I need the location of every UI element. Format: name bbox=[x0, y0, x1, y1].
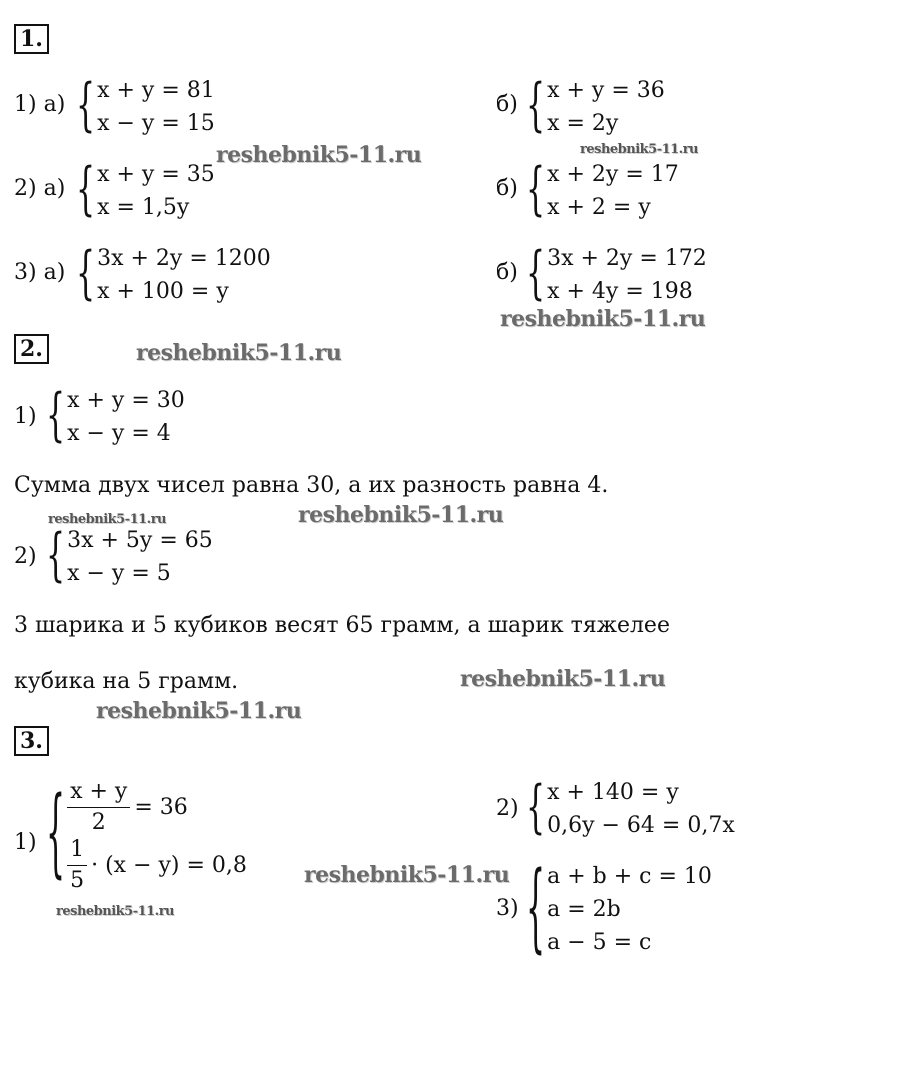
equation: a − 5 = c bbox=[547, 930, 652, 955]
task2-system-1 bbox=[46, 384, 185, 450]
brace-icon: { bbox=[46, 382, 66, 450]
watermark: reshebnik5-11.ru bbox=[298, 502, 504, 528]
brace-icon: { bbox=[526, 72, 546, 140]
equation bbox=[67, 778, 247, 836]
task1-row1-label: 1) а) bbox=[14, 92, 66, 117]
watermark: reshebnik5-11.ru bbox=[48, 512, 167, 527]
fraction-denominator: 5 bbox=[70, 867, 85, 893]
equation: x = 1,5y bbox=[97, 195, 190, 220]
fraction bbox=[67, 777, 130, 838]
task3-system-1 bbox=[46, 778, 247, 894]
brace-icon: { bbox=[76, 156, 96, 224]
equation: a + b + c = 10 bbox=[547, 864, 712, 889]
brace-icon: { bbox=[526, 156, 546, 224]
task2-system-2 bbox=[46, 524, 213, 590]
equation: x + 2y = 17 bbox=[547, 162, 679, 187]
task2-p1-label: 1) bbox=[14, 404, 37, 429]
brace-icon: { bbox=[526, 240, 546, 308]
section-1-number: 1. bbox=[14, 24, 49, 54]
equation: x + 100 = y bbox=[97, 279, 229, 304]
task1-row3-label: 3) а) bbox=[14, 260, 66, 285]
equation: x − y = 15 bbox=[97, 111, 215, 136]
watermark: reshebnik5-11.ru bbox=[136, 340, 342, 366]
equation: x + 4y = 198 bbox=[547, 279, 693, 304]
watermark: reshebnik5-11.ru bbox=[56, 904, 175, 919]
equation: x + 140 = y bbox=[547, 780, 679, 805]
fraction-numerator: 1 bbox=[67, 835, 87, 866]
section-3-number: 3. bbox=[14, 726, 49, 756]
equation: x + 2 = y bbox=[547, 195, 651, 220]
equation: x − y = 5 bbox=[67, 561, 171, 586]
equation: x + y = 81 bbox=[97, 78, 215, 103]
task1-system-3b bbox=[526, 242, 707, 308]
task2-p2-label: 2) bbox=[14, 544, 37, 569]
equation: x + y = 30 bbox=[67, 388, 185, 413]
task2-p2-text-line1: 3 шарика и 5 кубиков весят 65 грамм, а шарик тяжелее bbox=[14, 613, 670, 638]
equation: 3x + 2y = 1200 bbox=[97, 246, 271, 271]
equation: 3x + 5y = 65 bbox=[67, 528, 213, 553]
task1-row3-b-label: б) bbox=[496, 260, 518, 285]
task2-p2-text-line2: кубика на 5 грамм. bbox=[14, 669, 239, 694]
brace-icon: { bbox=[76, 240, 96, 308]
section-2-number: 2. bbox=[14, 334, 49, 364]
task1-system-3a bbox=[76, 242, 271, 308]
task1-system-2b bbox=[526, 158, 679, 224]
task1-row1-b-label: б) bbox=[496, 92, 518, 117]
equation: x + y = 35 bbox=[97, 162, 215, 187]
equation: x − y = 4 bbox=[67, 421, 171, 446]
equation: x = 2y bbox=[547, 111, 619, 136]
equation bbox=[67, 836, 247, 894]
brace-icon: { bbox=[526, 774, 546, 842]
task1-row2-b-label: б) bbox=[496, 176, 518, 201]
equation: 0,6y − 64 = 0,7x bbox=[547, 813, 735, 838]
watermark: reshebnik5-11.ru bbox=[304, 862, 510, 888]
fraction bbox=[67, 835, 87, 896]
watermark: reshebnik5-11.ru bbox=[96, 698, 302, 724]
watermark: reshebnik5-11.ru bbox=[580, 142, 699, 157]
watermark: reshebnik5-11.ru bbox=[216, 142, 422, 168]
task3-system-3 bbox=[526, 851, 712, 964]
brace-icon: { bbox=[46, 778, 66, 891]
fraction-denominator: 2 bbox=[91, 809, 106, 835]
brace-icon: { bbox=[46, 522, 66, 590]
equation-rest: · (x − y) = 0,8 bbox=[91, 852, 247, 878]
task3-p2-label: 2) bbox=[496, 796, 519, 821]
watermark: reshebnik5-11.ru bbox=[460, 666, 666, 692]
task3-p3-label: 3) bbox=[496, 896, 519, 921]
equation-rest: = 36 bbox=[134, 794, 188, 820]
watermark: reshebnik5-11.ru bbox=[500, 306, 706, 332]
brace-icon: { bbox=[76, 72, 96, 140]
task3-system-2 bbox=[526, 776, 735, 842]
equation: 3x + 2y = 172 bbox=[547, 246, 707, 271]
fraction-numerator: x + y bbox=[67, 777, 130, 808]
brace-icon: { bbox=[526, 851, 546, 964]
equation: a = 2b bbox=[547, 897, 621, 922]
task1-row2-label: 2) а) bbox=[14, 176, 66, 201]
equation: x + y = 36 bbox=[547, 78, 665, 103]
task3-p1-label: 1) bbox=[14, 830, 37, 855]
task2-p1-text: Сумма двух чисел равна 30, а их разность равна 4. bbox=[14, 473, 609, 498]
